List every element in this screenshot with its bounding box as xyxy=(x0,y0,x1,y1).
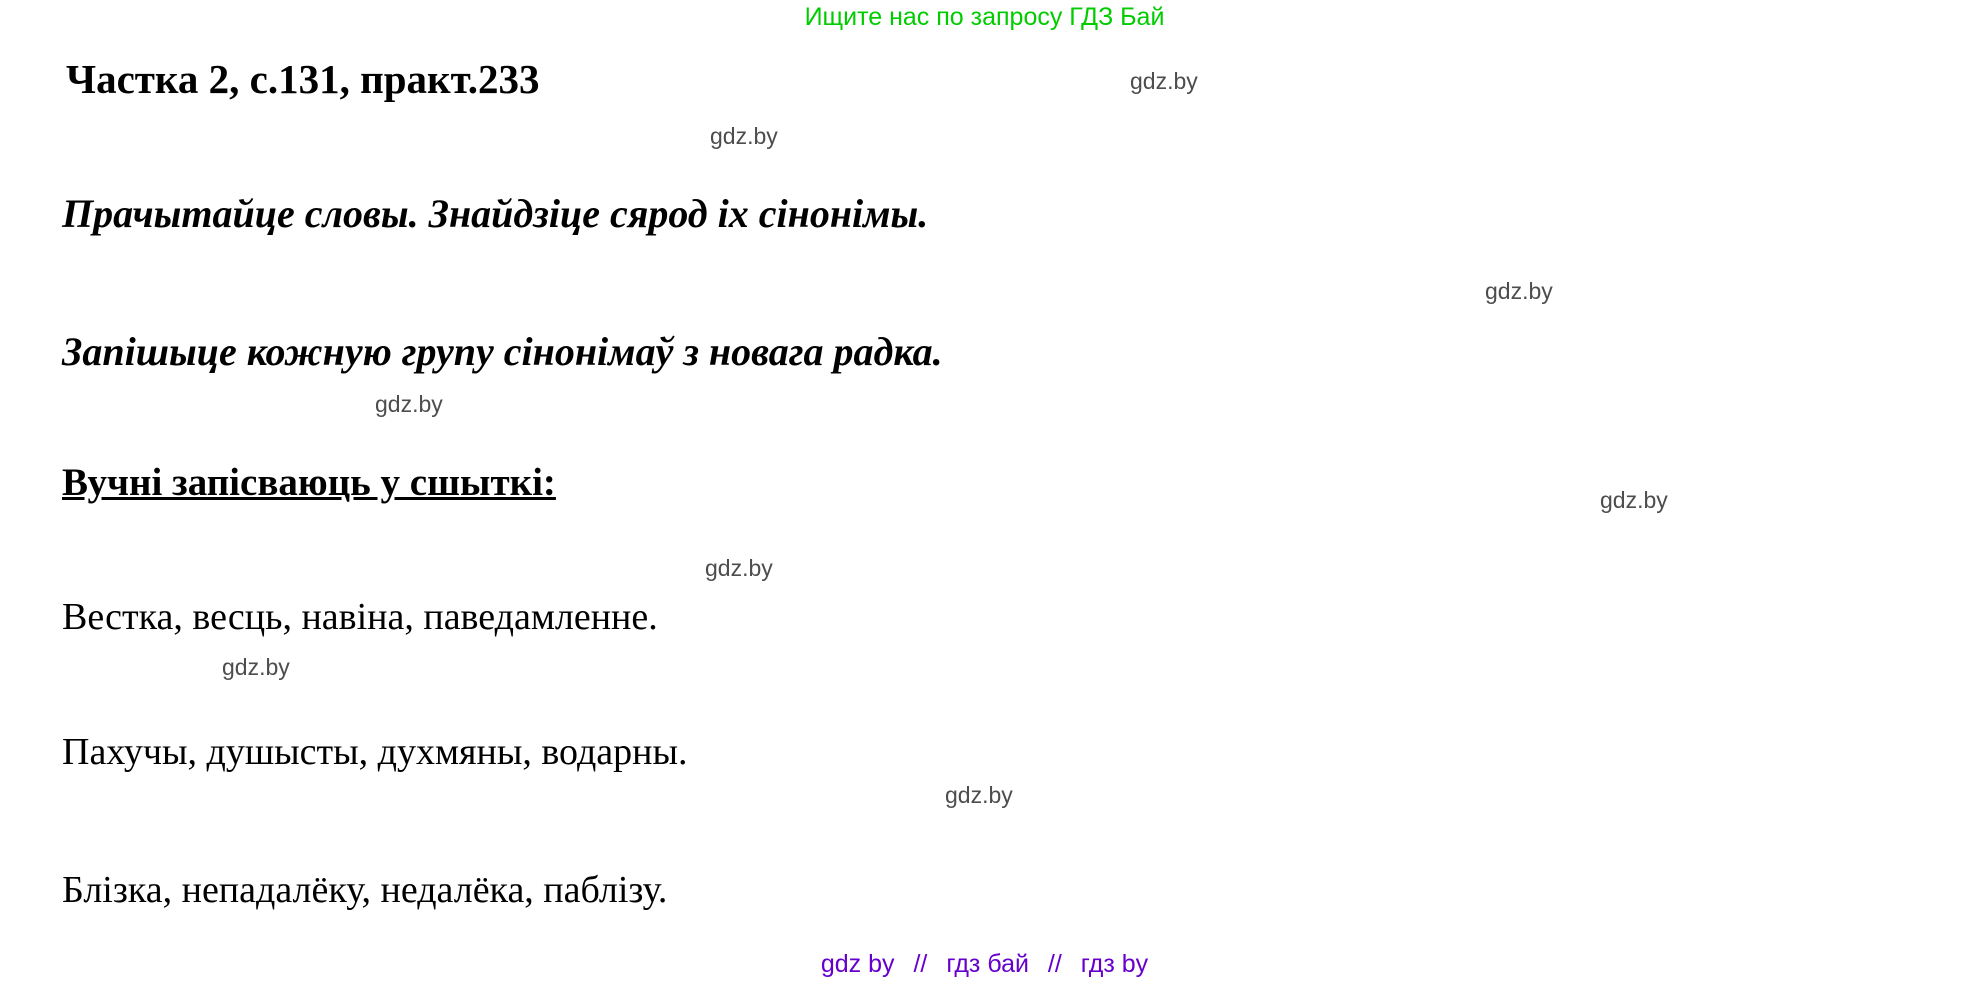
answer-subheading: Вучні запісваюць у сшыткі: xyxy=(62,461,556,504)
watermark: gdz.by xyxy=(1600,487,1668,513)
watermark: gdz.by xyxy=(1485,278,1553,304)
answer-line-1: Вестка, весць, навіна, паведамленне. xyxy=(62,596,658,638)
watermark: gdz.by xyxy=(1130,68,1198,94)
watermark: gdz.by xyxy=(222,654,290,680)
task-instruction-line-1: Прачытайце словы. Знайдзіце сярод іх сінонімы. xyxy=(62,191,929,236)
footer-item-3: гдз by xyxy=(1080,950,1149,978)
footer-separator-1: // xyxy=(913,950,928,978)
promo-banner: Ищите нас по запросу ГДЗ Бай xyxy=(804,3,1165,31)
answer-line-3: Блізка, непадалёку, недалёка, паблізу. xyxy=(62,869,668,911)
footer-item-2: гдз бай xyxy=(946,950,1029,978)
footer-item-1: gdz by xyxy=(820,950,895,978)
answer-line-2: Пахучы, душысты, духмяны, водарны. xyxy=(62,731,688,773)
page-title: Частка 2, с.131, практ.233 xyxy=(66,56,540,102)
watermark: gdz.by xyxy=(945,782,1013,808)
task-instruction-line-2: Запішыце кожную групу сінонімаў з новага радка. xyxy=(62,329,943,374)
footer-links xyxy=(0,950,1969,979)
footer-separator-2: // xyxy=(1047,950,1062,978)
watermark: gdz.by xyxy=(710,123,778,149)
watermark: gdz.by xyxy=(705,555,773,581)
watermark: gdz.by xyxy=(375,391,443,417)
